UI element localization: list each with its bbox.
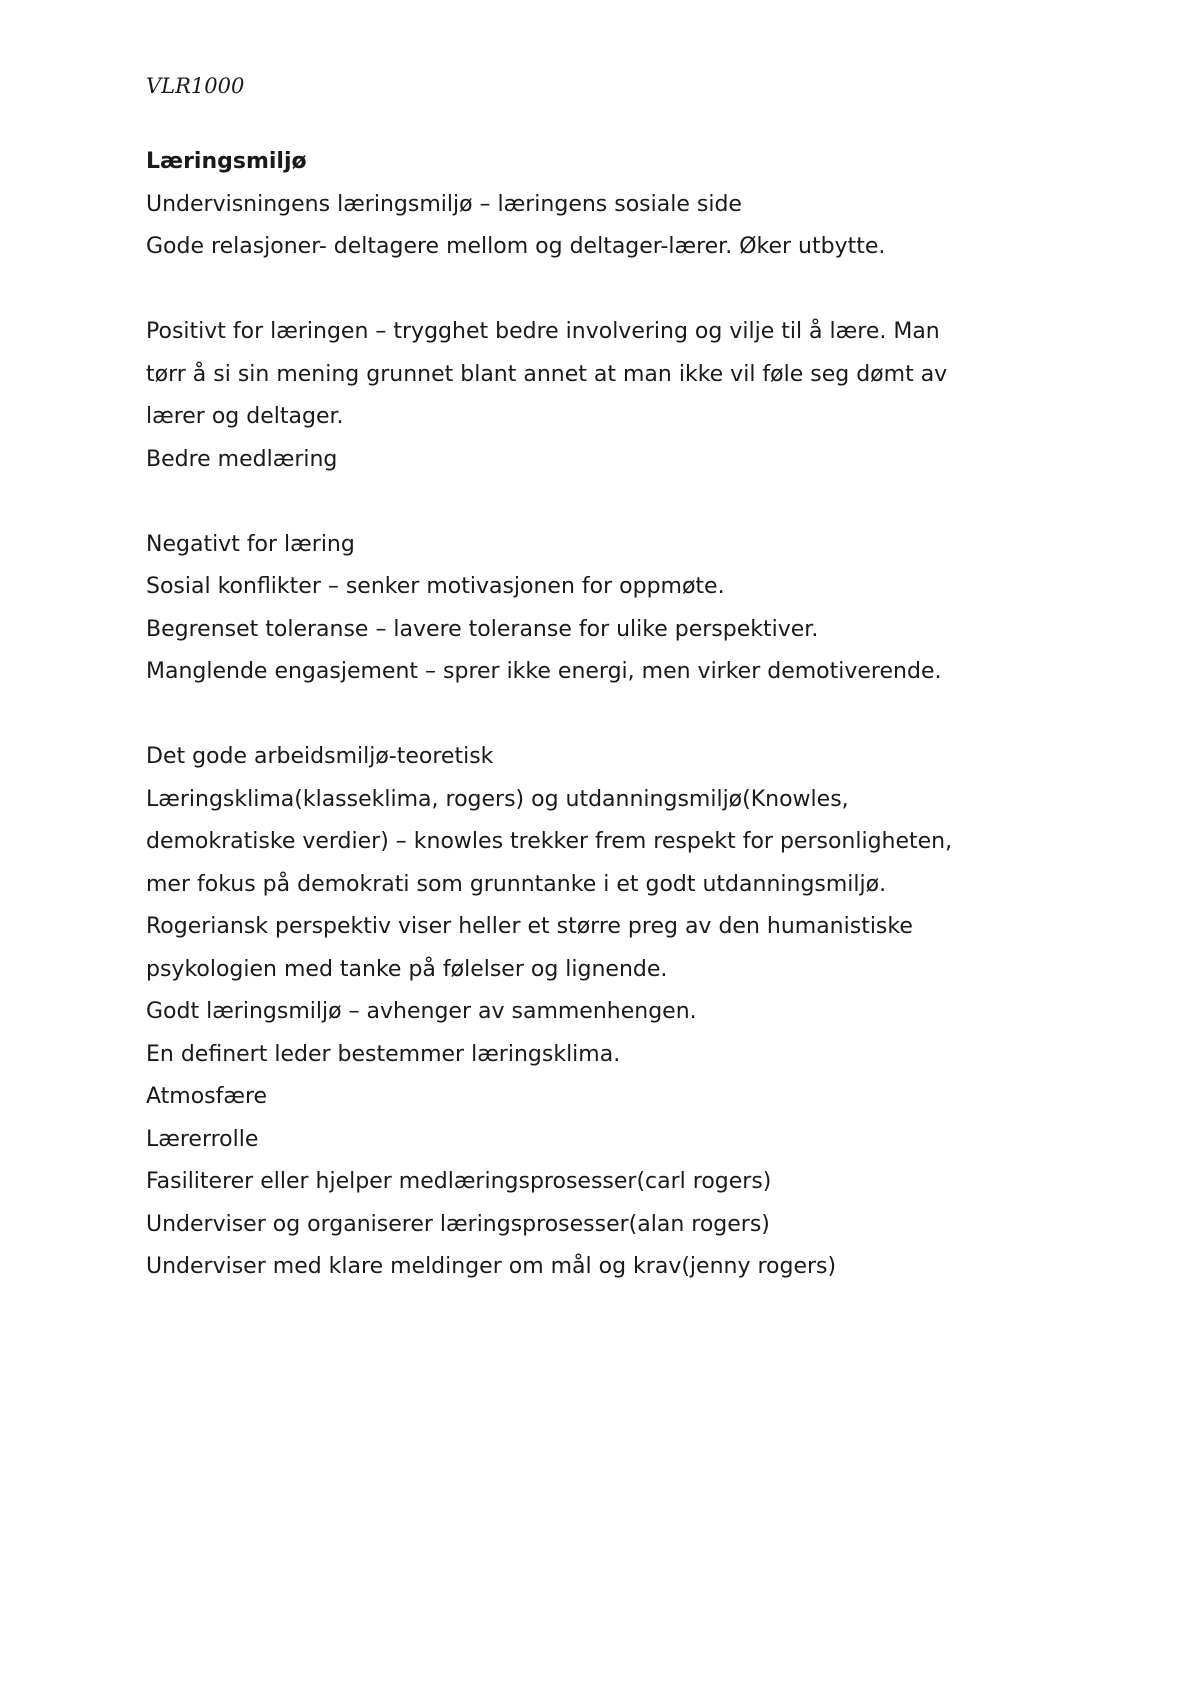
text-line: Godt læringsmiljø – avhenger av sammenhengen. — [146, 999, 697, 1024]
page-header: VLR1000 — [146, 74, 245, 98]
text-line: Underviser og organiserer læringsprosesser(alan rogers) — [146, 1211, 770, 1237]
text-line: Lærerrolle — [146, 1126, 259, 1152]
text-line: Det gode arbeidsmiljø-teoretisk — [146, 744, 494, 769]
text-line: Fasiliterer eller hjelper medlæringsprosesser(carl rogers) — [146, 1169, 772, 1194]
blank-line — [146, 269, 1086, 312]
text-line: psykologien med tanke på følelser og lignende. — [146, 956, 668, 982]
text-line: tørr å si sin mening grunnet blant annet at man ikke vil føle seg dømt av — [146, 361, 948, 387]
text-line: En definert leder bestemmer læringsklima. — [146, 1041, 621, 1067]
text-line: mer fokus på demokrati som grunntanke i et godt utdanningsmiljø. — [146, 871, 887, 897]
blank-line — [146, 694, 1086, 737]
text-line: Læringsklima(klasseklima, rogers) og utdanningsmiljø(Knowles, — [146, 786, 849, 812]
text-line: Gode relasjoner- deltagere mellom og deltager-lærer. Øker utbytte. — [146, 234, 886, 259]
text-line: Manglende engasjement – sprer ikke energi, men virker demotiverende. — [146, 659, 942, 684]
document-title: Læringsmiljø — [146, 149, 307, 174]
blank-line — [146, 481, 1086, 524]
text-line: Negativt for læring — [146, 531, 355, 557]
text-line: Rogeriansk perspektiv viser heller et større preg av den humanistiske — [146, 914, 913, 939]
text-line: Sosial konflikter – senker motivasjonen for oppmøte. — [146, 574, 725, 599]
text-line: Underviser med klare meldinger om mål og krav(jenny rogers) — [146, 1254, 837, 1279]
text-line: Begrenset toleranse – lavere toleranse for ulike perspektiver. — [146, 616, 819, 642]
text-line: Positivt for læringen – trygghet bedre involvering og vilje til å lære. Man — [146, 319, 940, 344]
text-line: Atmosfære — [146, 1084, 268, 1109]
text-line: Undervisningens læringsmiljø – læringens sosiale side — [146, 191, 742, 217]
document-body — [146, 141, 1086, 1289]
text-line: Bedre medlæring — [146, 446, 338, 472]
text-line: demokratiske verdier) – knowles trekker frem respekt for personligheten, — [146, 829, 953, 854]
text-line: lærer og deltager. — [146, 404, 344, 429]
